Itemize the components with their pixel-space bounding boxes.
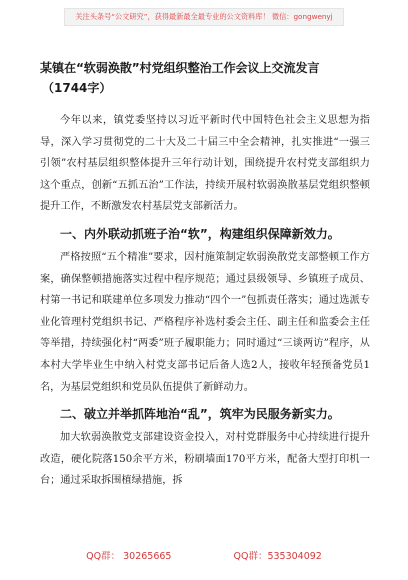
section-heading-2: 二、破立并举抓阵地治“乱”，筑牢为民服务新实力。: [60, 407, 340, 422]
top-banner: [0, 0, 408, 34]
document-title: 某镇在“软弱涣散”村党组织整治工作会议上交流发言: [40, 61, 320, 75]
banner-text: 关注头条号“公文研究”，获得最新最全最专业的公文资料库！ 微信：gongwenyj: [64, 8, 343, 26]
footer-qq-group-2: QQ群：535304092: [233, 551, 322, 562]
document-body: [40, 60, 370, 492]
word-count: （1744字）: [42, 81, 112, 95]
intro-paragraph: 今年以来，镇党委坚持以习近平新时代中国特色社会主义思想为指导，深入学习贯彻党的二十大及二十届三中全会精神，扎实推进“一强三引领”农村基层组织整体提升三年行动计划，围绕提升农村党支部组织力这个重点，创新“五抓五治”工作法，持续开展村软弱涣散基层党组织整顿提升工作，不断激发农村基层党支部新活力。: [40, 115, 370, 213]
footer-qq-group-1: QQ群： 30265665: [86, 551, 172, 562]
section-heading-1: 一、内外联动抓班子治“软”，构建组织保障新效力。: [60, 226, 340, 241]
section-body-2: 加大软弱涣散党支部建设资金投入，对村党群服务中心持续进行提升改造，硬化院落150余平方米，粉刷墙面170平方米，配备大型打印机一台；通过采取拆围植绿措施，拆: [40, 432, 370, 487]
footer: [0, 548, 408, 562]
section-body-1: 严格按照“五个精准”要求，因村施策制定软弱涣散党支部整顿工作方案，确保整顿措施落实过程中程序规范；通过县级领导、乡镇班子成员、村第一书记和联建单位多项发力推动“四个一”包抓责任落实；通过选派专业化管理村党组织书记、严格程序补选村委会主任、副主任和监委会主任等举措，持续强化村“两委”班子履职能力；同时通过“三谈两访”程序，从本村大学毕业生中纳入村党支部书记后备人选2人，接收年轻预备党员1名，为基层党组织和党员队伍提供了新鲜动力。: [40, 251, 370, 393]
